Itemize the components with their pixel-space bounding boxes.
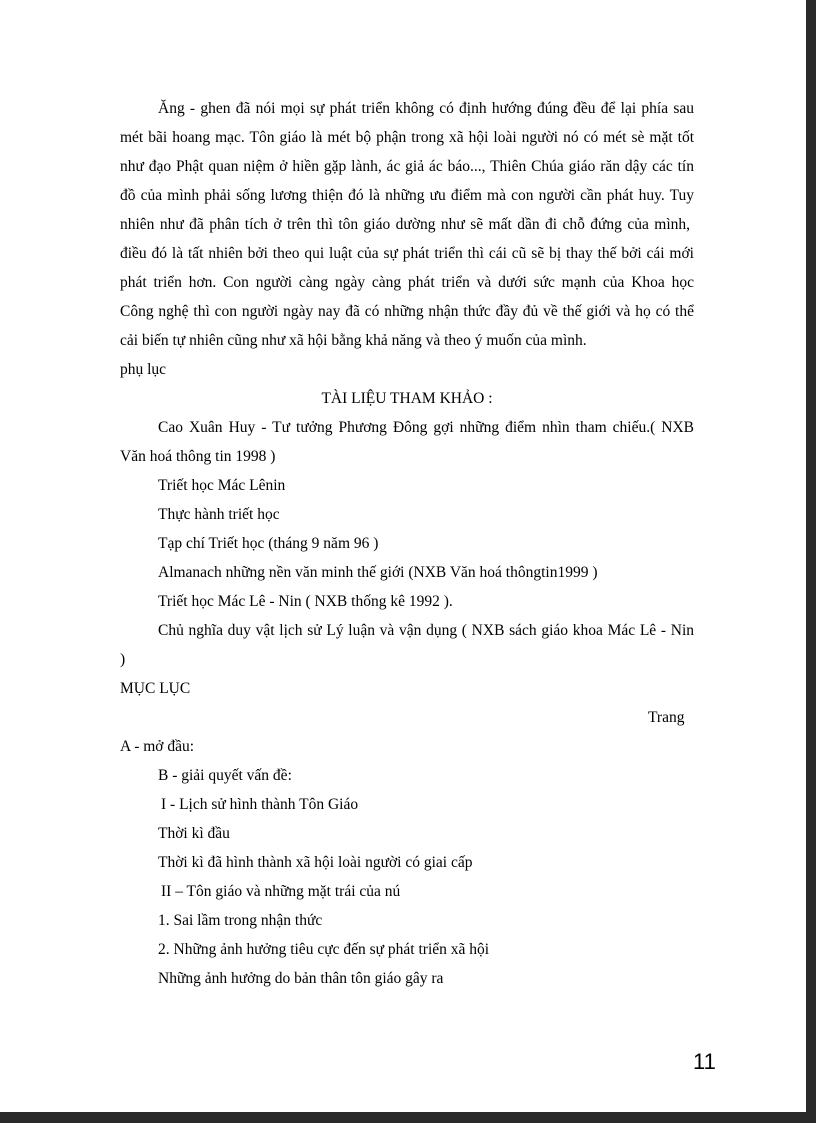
paragraph-line: nhiên như đã phân tích ở trên thì tôn giáo dường như sẽ mất dần đi chỗ đứng của mình,: [120, 216, 690, 233]
reference-item: Almanach những nền văn minh thế giới (NXB Văn hoá thôngtin1999 ): [158, 564, 598, 581]
paragraph-line: phát triển hơn. Con người càng ngày càng phát triển và dưới sức mạnh của Khoa học: [120, 274, 694, 291]
paragraph-line: như đạo Phật quan niệm ở hiền gặp lành, ác giả ác báo..., Thiên Chúa giáo răn dậy các tín: [120, 158, 694, 175]
paragraph-line: đồ của mình phải sống lương thiện đó là những ưu điểm mà con người cần phát huy. Tuy: [120, 187, 694, 204]
appendix-label: phụ lục: [120, 361, 167, 378]
toc-item: B - giải quyết vấn đề:: [158, 767, 292, 784]
reference-item: Triết học Mác Lênin: [158, 477, 286, 494]
reference-item: Văn hoá thông tin 1998 ): [120, 448, 276, 465]
reference-item: Triết học Mác Lê - Nin ( NXB thống kê 1992 ).: [158, 593, 453, 610]
references-title: TÀI LIỆU THAM KHẢO :: [321, 390, 493, 407]
reference-item: Chủ nghĩa duy vật lịch sử Lý luận và vận dụng ( NXB sách giáo khoa Mác Lê - Nin: [158, 622, 694, 639]
toc-item: Thời kì đầu: [158, 825, 230, 842]
toc-item: I - Lịch sử hình thành Tôn Giáo: [161, 796, 359, 813]
toc-item: 1. Sai lầm trong nhận thức: [158, 912, 323, 929]
reference-item: Tạp chí Triết học (tháng 9 năm 96 ): [158, 535, 379, 552]
reference-item: Cao Xuân Huy - Tư tưởng Phương Đông gợi những điểm nhìn tham chiếu.( NXB: [158, 419, 694, 436]
paragraph-line: Công nghệ thì con người ngày nay đã có những nhận thức đầy đủ về thế giới và họ có thể: [120, 303, 694, 320]
toc-item: A - mở đầu:: [120, 738, 195, 755]
paragraph-line: điều đó là tất nhiên bởi theo qui luật của sự phát triển thì cái cũ sẽ bị thay thế bởi cái mới: [120, 245, 694, 262]
paragraph-line: mét bãi hoang mạc. Tôn giáo là mét bộ phận trong xã hội loài người nó có mét sè mặt tốt: [120, 129, 694, 146]
toc-item: Thời kì đã hình thành xã hội loài người có giai cấp: [158, 854, 473, 871]
toc-item: Những ảnh hưởng do bản thân tôn giáo gây ra: [158, 970, 444, 987]
paragraph-line: cải biến tự nhiên cũng như xã hội bằng khả năng và theo ý muốn của mình.: [120, 332, 587, 349]
toc-item: II – Tôn giáo và những mặt trái của nú: [161, 883, 401, 900]
reference-item: ): [120, 651, 126, 668]
reference-item: Thực hành triết học: [158, 506, 280, 523]
toc-page-label: Trang: [648, 709, 685, 726]
paragraph-line: Ăng - ghen đã nói mọi sự phát triển không có định hướng đúng đều để lại phía sau: [158, 100, 694, 117]
page-number: 11: [693, 1049, 716, 1074]
toc-title: MỤC LỤC: [120, 680, 191, 697]
toc-item: 2. Những ảnh hưởng tiêu cực đến sự phát triển xã hội: [158, 941, 490, 958]
